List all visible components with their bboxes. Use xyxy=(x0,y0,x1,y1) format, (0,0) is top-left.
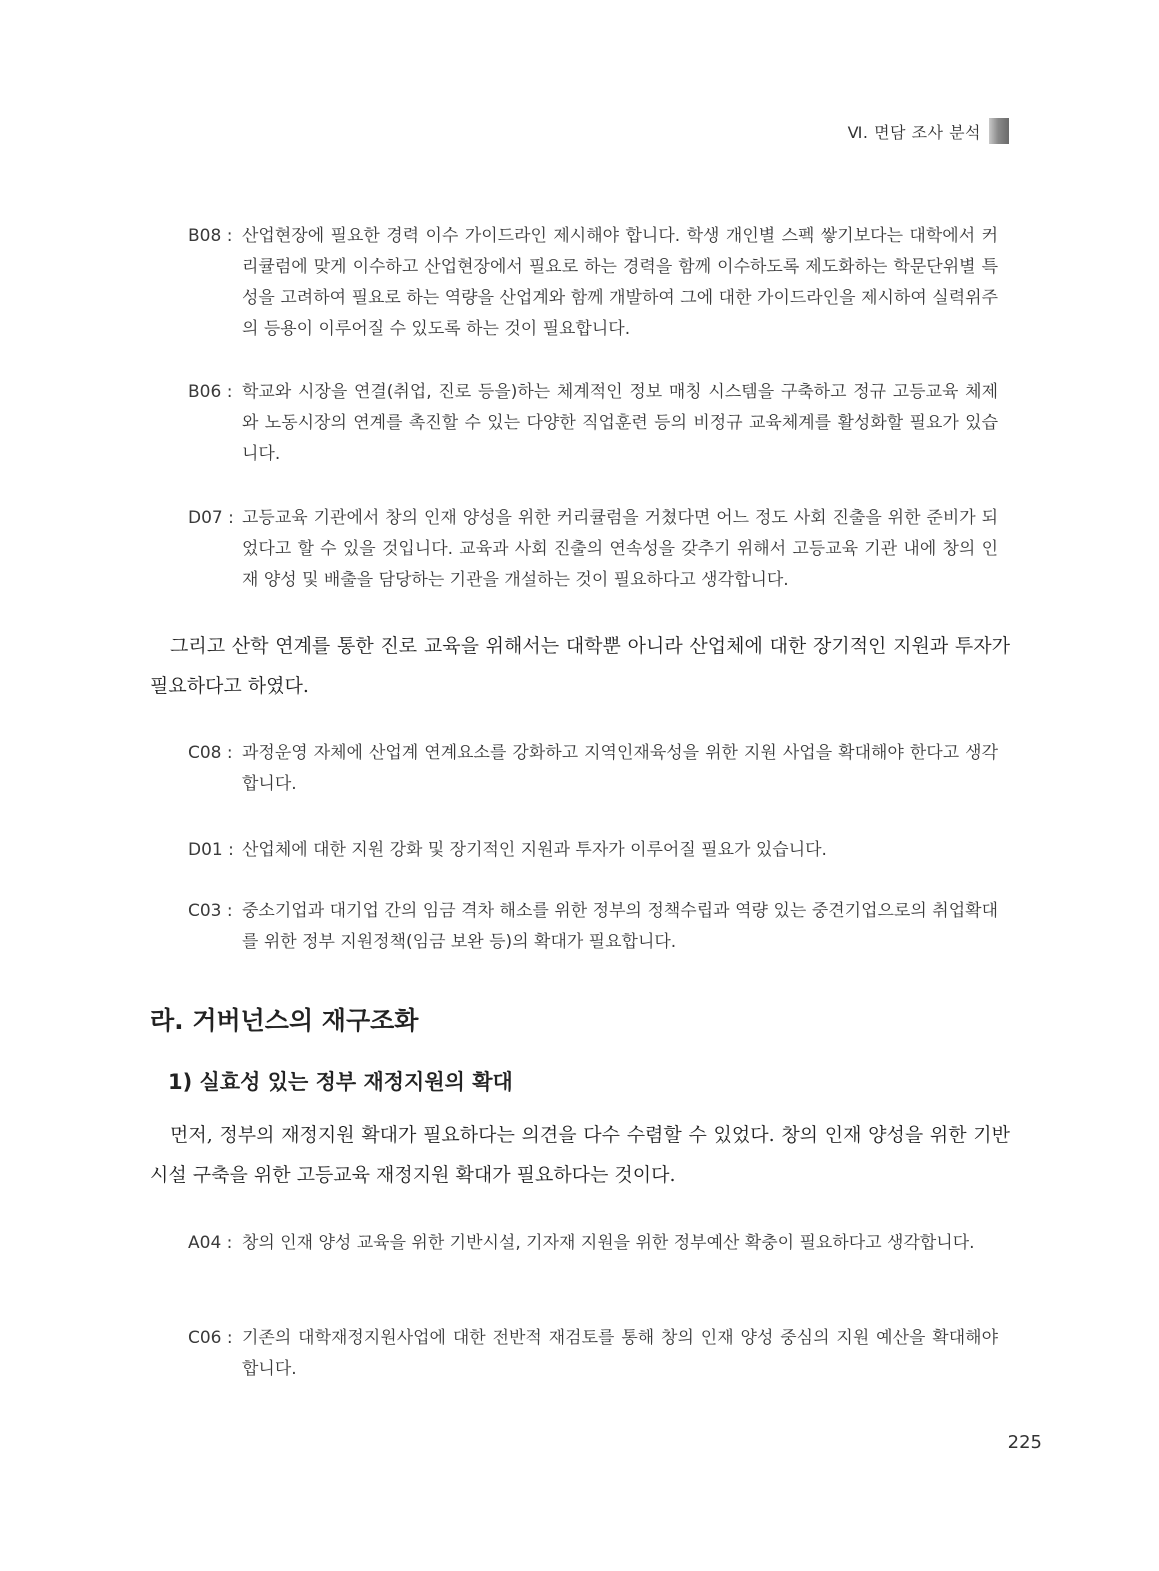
quote-text: 산업체에 대한 지원 강화 및 장기적인 지원과 투자가 이루어질 필요가 있습니다. xyxy=(242,840,827,860)
running-header-title: Ⅵ. 면담 조사 분석 xyxy=(847,122,981,142)
running-header xyxy=(848,118,1009,144)
quote-text: 기존의 대학재정지원사업에 대한 전반적 재검토를 통해 창의 인재 양성 중심의 지원 예산을 확대해야 합니다. xyxy=(242,1328,998,1379)
quote-text: 창의 인재 양성 교육을 위한 기반시설, 기자재 지원을 위한 정부예산 확충이 필요하다고 생각합니다. xyxy=(242,1233,975,1253)
quote-code: A04 : xyxy=(188,1233,233,1253)
section-heading: 라. 거버넌스의 재구조화 xyxy=(150,1006,419,1035)
quote-code: B08 : xyxy=(188,226,233,246)
interview-quote-a04 xyxy=(188,1228,998,1259)
body-paragraph: 그리고 산학 연계를 통한 진로 교육을 위해서는 대학뿐 아니라 산업체에 대한 장기적인 지원과 투자가 필요하다고 하였다. xyxy=(150,635,1010,697)
quote-code: C08 : xyxy=(188,743,233,763)
interview-quote-d01 xyxy=(188,835,998,866)
body-paragraph: 먼저, 정부의 재정지원 확대가 필요하다는 의견을 다수 수렴할 수 있었다. 창의 인재 양성을 위한 기반 시설 구축을 위한 고등교육 재정지원 확대가 필요하다는 것이다. xyxy=(150,1124,1010,1186)
quote-text: 과정운영 자체에 산업계 연계요소를 강화하고 지역인재육성을 위한 지원 사업을 확대해야 한다고 생각합니다. xyxy=(242,743,998,794)
interview-quote-b06 xyxy=(188,377,998,470)
interview-quote-c06 xyxy=(188,1323,998,1385)
interview-quote-d07 xyxy=(188,503,998,596)
quote-text: 중소기업과 대기업 간의 임금 격차 해소를 위한 정부의 정책수립과 역량 있는 중견기업으로의 취업확대를 위한 정부 지원정책(임금 보완 등)의 확대가 필요합니다. xyxy=(242,901,998,952)
interview-quote-b08 xyxy=(188,221,998,345)
quote-code: B06 : xyxy=(188,382,233,402)
quote-code: C06 : xyxy=(188,1328,233,1348)
header-decoration-bar xyxy=(989,118,1009,144)
quote-text: 산업현장에 필요한 경력 이수 가이드라인 제시해야 합니다. 학생 개인별 스펙 쌓기보다는 대학에서 커리큘럼에 맞게 이수하고 산업현장에서 필요로 하는 경력을 함께 이수하도록 제도화하는 학문단위별 특성을 고려하여 필요로 하는 역량을 산업계와 함께 개발하여 그에 대한 가이드라인을 제시하여 실력위주의 등용이 이루어질 수 있도록 하는 것이 필요합니다. xyxy=(242,226,998,339)
quote-text: 고등교육 기관에서 창의 인재 양성을 위한 커리큘럼을 거쳤다면 어느 정도 사회 진출을 위한 준비가 되었다고 할 수 있을 것입니다. 교육과 사회 진출의 연속성을 갖추기 위해서 고등교육 기관 내에 창의 인재 양성 및 배출을 담당하는 기관을 개설하는 것이 필요하다고 생각합니다. xyxy=(242,508,998,590)
page-number: 225 xyxy=(1007,1432,1042,1453)
interview-quote-c03 xyxy=(188,896,998,958)
subsection-heading: 1) 실효성 있는 정부 재정지원의 확대 xyxy=(168,1070,513,1094)
interview-quote-c08 xyxy=(188,738,998,800)
quote-code: D07 : xyxy=(188,508,234,528)
quote-text: 학교와 시장을 연결(취업, 진로 등을)하는 체계적인 정보 매칭 시스템을 구축하고 정규 고등교육 체제와 노동시장의 연계를 촉진할 수 있는 다양한 직업훈련 등의 비정규 교육체계를 활성화할 필요가 있습니다. xyxy=(242,382,998,464)
quote-code: C03 : xyxy=(188,901,233,921)
quote-code: D01 : xyxy=(188,840,234,860)
